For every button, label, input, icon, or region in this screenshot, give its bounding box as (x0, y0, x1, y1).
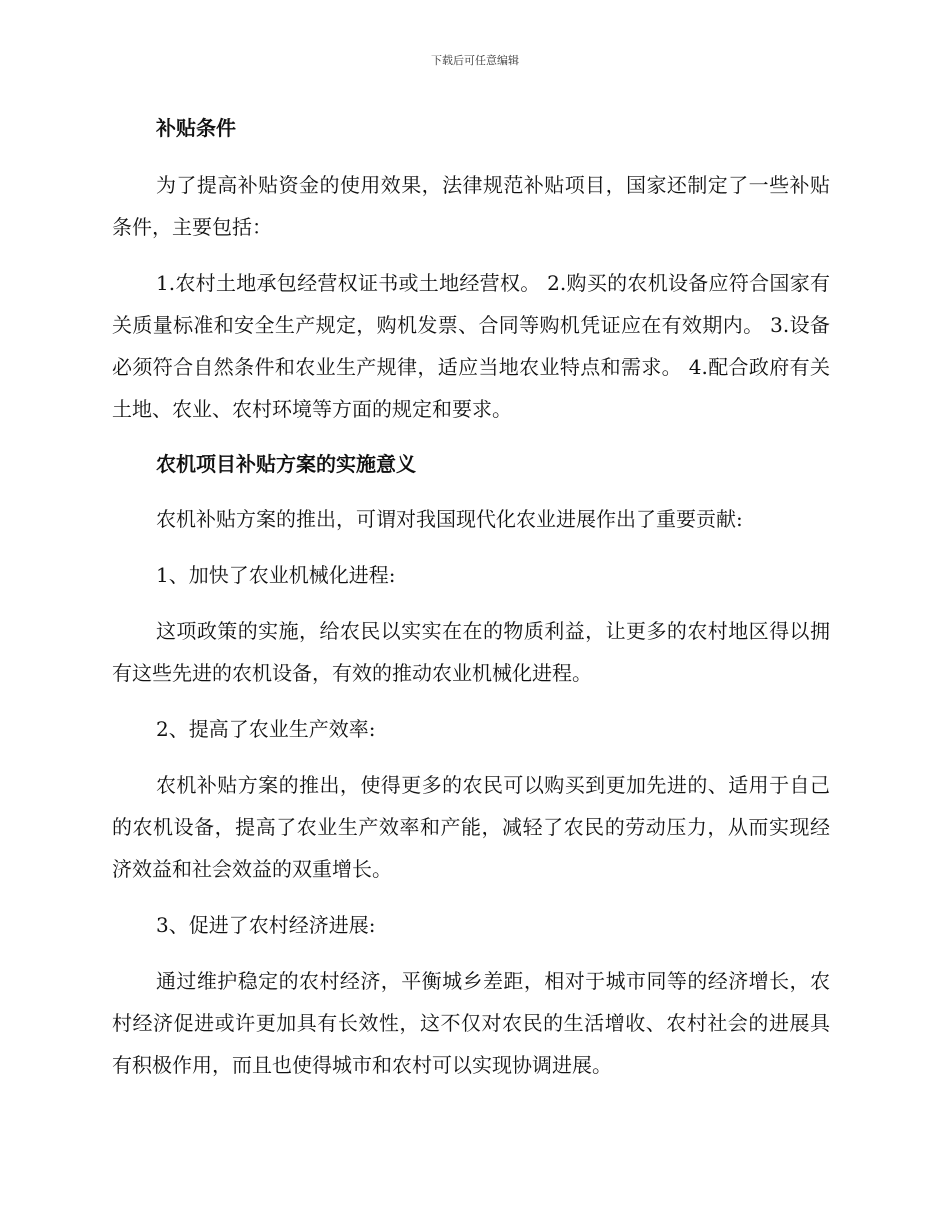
point-title-3: 3、促进了农村经济进展: (156, 913, 376, 937)
point-title-2: 2、提高了农业生产效率: (156, 717, 376, 741)
section-heading-implementation-significance: 农机项目补贴方案的实施意义 (156, 452, 416, 476)
page-header: 下载后可任意编辑 (431, 54, 519, 67)
point-body-1: 这项政策的实施，给农民以实实在在的物质利益，让更多的农村地区得以拥有这些先进的农机设备，有效的推动农业机械化进程。 (112, 619, 830, 685)
paragraph-subsidy-conditions-list: 1.农村土地承包经营权证书或土地经营权。 2.购买的农机设备应符合国家有关质量标准和安全生产规定，购机发票、合同等购机凭证应在有效期内。 3.设备必须符合自然条件和农业生产规律，适应当地农业特点和需求。 4.配合政府有关土地、农业、农村环境等方面的规定和要求。 (112, 271, 830, 421)
section-heading-subsidy-conditions: 补贴条件 (156, 116, 236, 140)
point-title-1: 1、加快了农业机械化进程: (156, 563, 396, 587)
point-body-3: 通过维护稳定的农村经济，平衡城乡差距，相对于城市同等的经济增长，农村经济促进或许更加具有长效性，这不仅对农民的生活增收、农村社会的进展具有积极作用，而且也使得城市和农村可以实现协调进展。 (112, 969, 830, 1077)
paragraph-subsidy-intro: 为了提高补贴资金的使用效果，法律规范补贴项目，国家还制定了一些补贴条件，主要包括： (112, 173, 830, 239)
point-body-2: 农机补贴方案的推出，使得更多的农民可以购买到更加先进的、适用于自己的农机设备，提高了农业生产效率和产能，减轻了农民的劳动压力，从而实现经济效益和社会效益的双重增长。 (112, 773, 830, 881)
document-body (112, 106, 830, 1086)
paragraph-significance-intro: 农机补贴方案的推出，可谓对我国现代化农业进展作出了重要贡献: (156, 507, 743, 531)
